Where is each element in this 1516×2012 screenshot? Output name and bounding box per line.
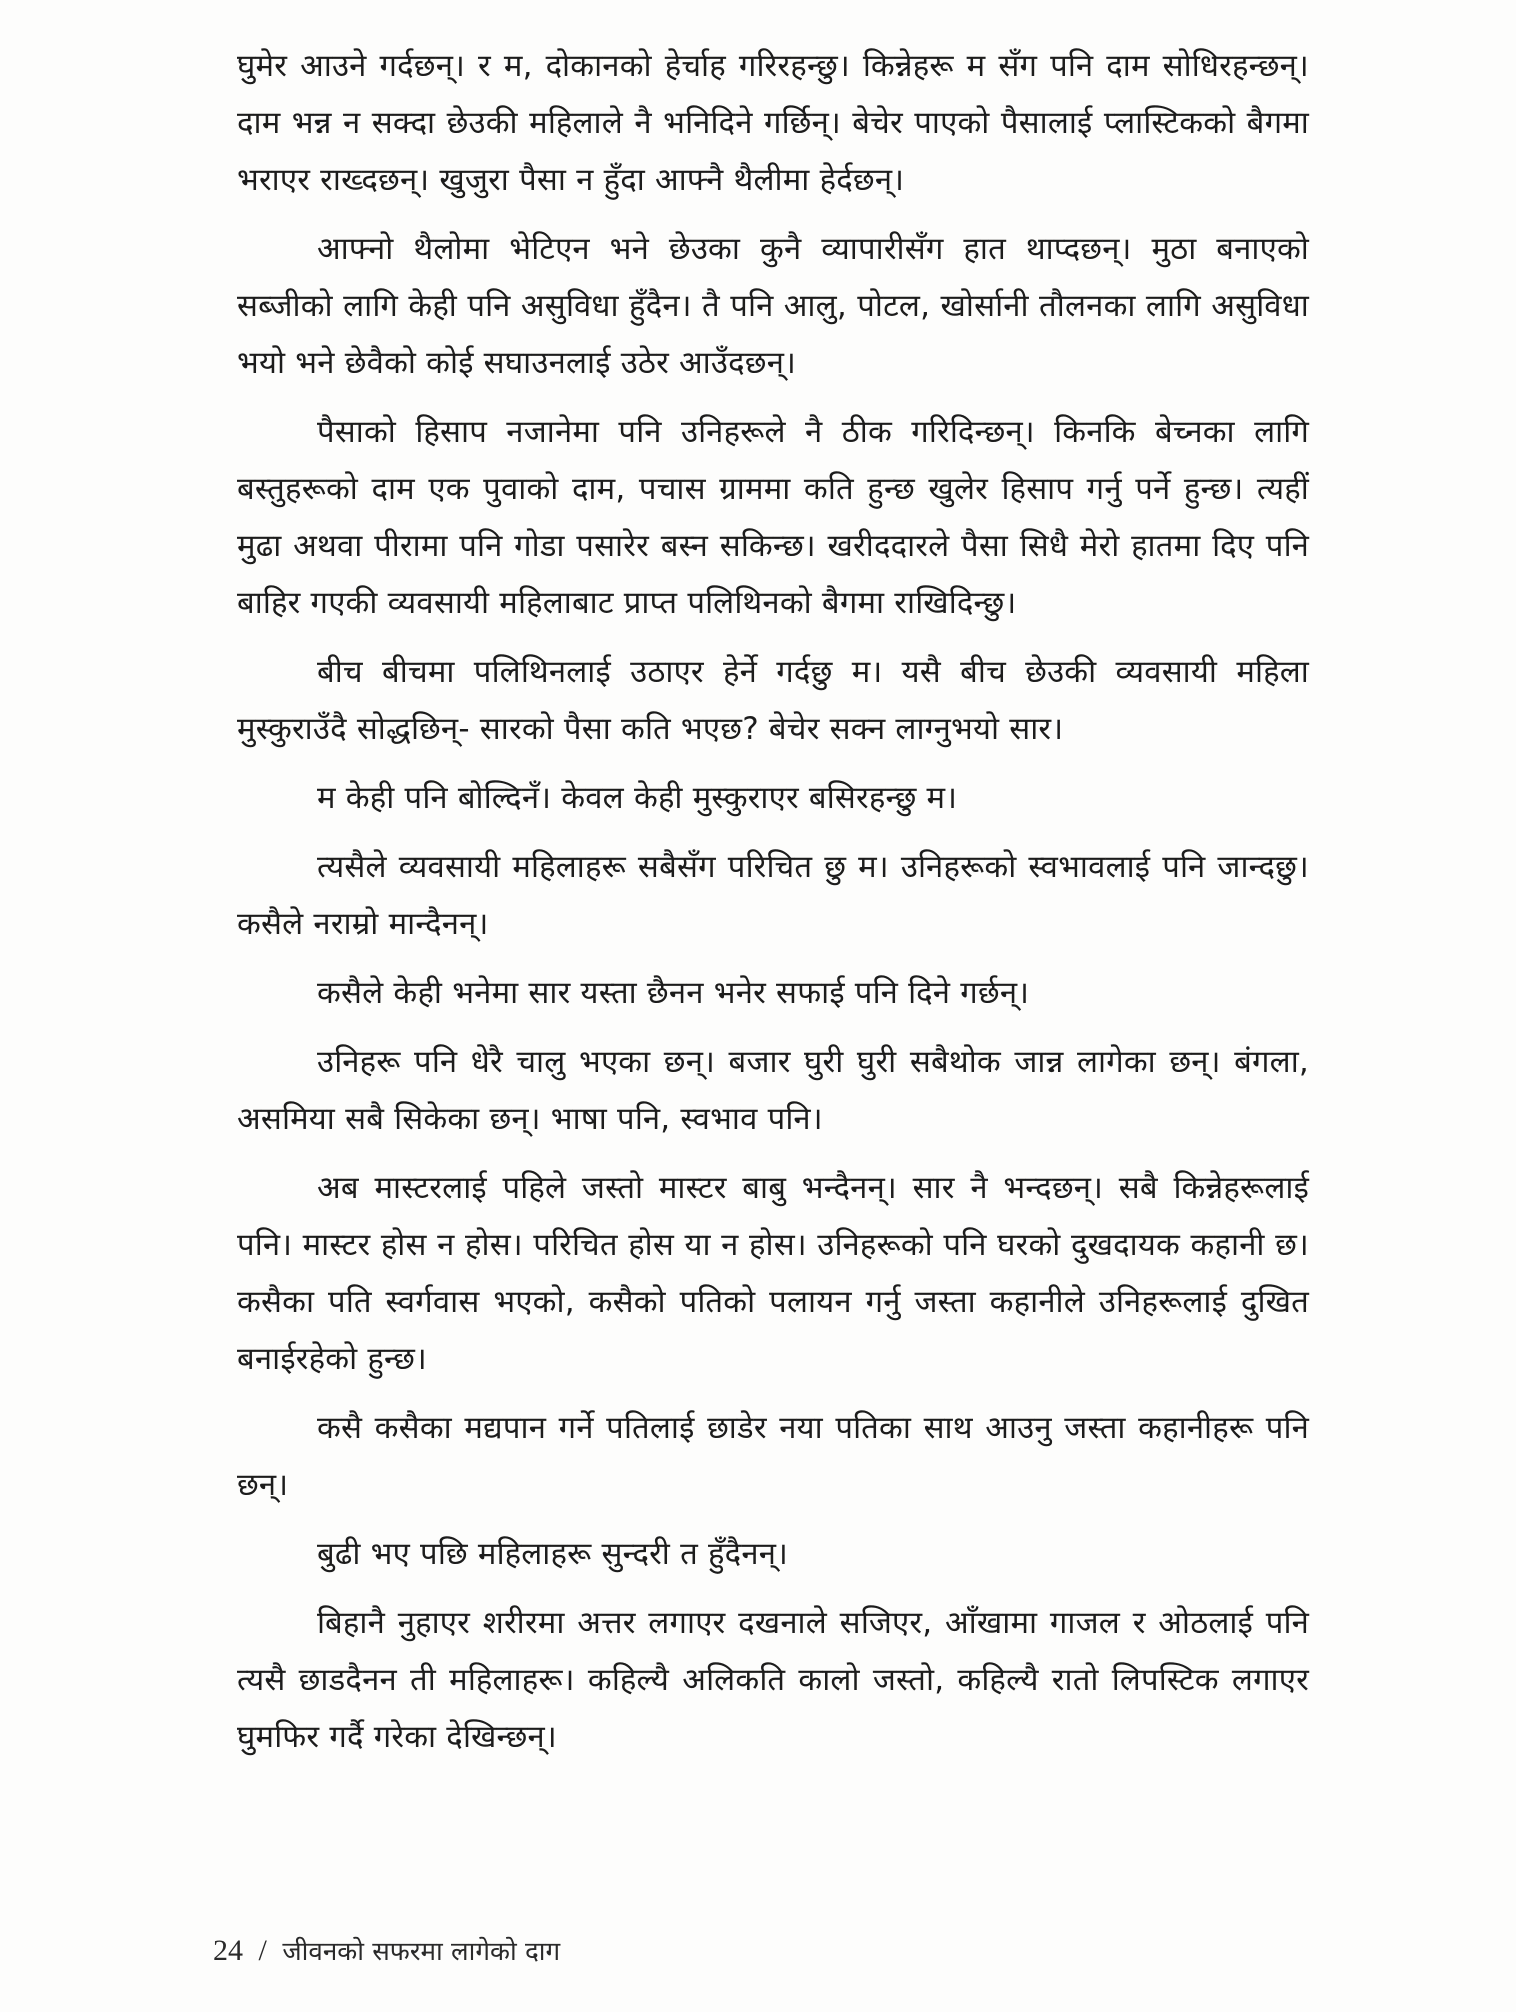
footer-separator: / [258,1934,267,1967]
paragraph-6: त्यसैले व्यवसायी महिलाहरू सबैसँग परिचित छु म। उनिहरूको स्वभावलाई पनि जान्दछु। कसैले नराम्रो मान्दैनन्। [237,849,1309,942]
paragraph-12: बिहानै नुहाएर शरीरमा अत्तर लगाएर दखनाले सजिएर, आँखामा गाजल र ओठलाई पनि त्यसै छाडदैनन ती महिलाहरू। कहिल्यै अलिकति कालो जस्तो, कहिल्यै रातो लिपस्टिक लगाएर घुमफिर गर्दै गरेका देखिन्छन्। [237,1605,1309,1755]
paragraph-1: घुमेर आउने गर्दछन्। र म, दोकानको हेर्चाह गरिरहन्छु। किन्नेहरू म सँग पनि दाम सोधिरहन्छन्। दाम भन्न न सक्दा छेउकी महिलाले नै भनिदिने गर्छिन्। बेचेर पाएको पैसालाई प्लास्टिकको बैगमा भराएर राख्दछन्। खुजुरा पैसा न हुँदा आफ्नै थैलीमा हेर्दछन्। [237,48,1309,198]
body-text [237,38,1309,1778]
page-footer [213,1932,560,1968]
paragraph-7: कसैले केही भनेमा सार यस्ता छैनन भनेर सफाई पनि दिने गर्छन्। [317,975,1030,1011]
book-title: जीवनको सफरमा लागेको दाग [282,1937,561,1967]
paragraph-8: उनिहरू पनि धेरै चालु भएका छन्। बजार घुरी घुरी सबैथोक जान्न लागेका छन्। बंगला, असमिया सबै सिकेका छन्। भाषा पनि, स्वभाव पनि। [237,1044,1309,1137]
paragraph-4: बीच बीचमा पलिथिनलाई उठाएर हेर्ने गर्दछु म। यसै बीच छेउकी व्यवसायी महिला मुस्कुराउँदै सोद्धछिन्- सारको पैसा कति भएछ? बेचेर सक्न लाग्नुभयो सार। [237,654,1309,747]
paragraph-9: अब मास्टरलाई पहिले जस्तो मास्टर बाबु भन्दैनन्। सार नै भन्दछन्। सबै किन्नेहरूलाई पनि। मास्टर होस न होस। परिचित होस या न होस। उनिहरूको पनि घरको दुखदायक कहानी छ। कसैका पति स्वर्गवास भएको, कसैको पतिको पलायन गर्नु जस्ता कहानीले उनिहरूलाई दुखित बनाईरहेको हुन्छ। [237,1170,1309,1377]
paragraph-10: कसै कसैका मद्यपान गर्ने पतिलाई छाडेर नया पतिका साथ आउनु जस्ता कहानीहरू पनि छन्। [237,1410,1309,1503]
paragraph-3: पैसाको हिसाप नजानेमा पनि उनिहरूले नै ठीक गरिदिन्छन्। किनकि बेच्नका लागि बस्तुहरूको दाम एक पुवाको दाम, पचास ग्राममा कति हुन्छ खुलेर हिसाप गर्नु पर्ने हुन्छ। त्यहीं मुढा अथवा पीरामा पनि गोडा पसारेर बस्न सकिन्छ। खरीददारले पैसा सिधै मेरो हातमा दिए पनि बाहिर गएकी व्यवसायी महिलाबाट प्राप्त पलिथिनको बैगमा राखिदिन्छु। [237,414,1309,621]
paragraph-5: म केही पनि बोल्दिनँ। केवल केही मुस्कुराएर बसिरहन्छु म। [317,780,958,816]
page-number: 24 [213,1934,243,1967]
paragraph-11: बुढी भए पछि महिलाहरू सुन्दरी त हुँदैनन्। [317,1536,789,1572]
paragraph-2: आफ्नो थैलोमा भेटिएन भने छेउका कुनै व्यापारीसँग हात थाप्दछन्। मुठा बनाएको सब्जीको लागि केही पनि असुविधा हुँदैन। तै पनि आलु, पोटल, खोर्सानी तौलनका लागि असुविधा भयो भने छेवैको कोई सघाउनलाई उठेर आउँदछन्। [237,231,1309,381]
